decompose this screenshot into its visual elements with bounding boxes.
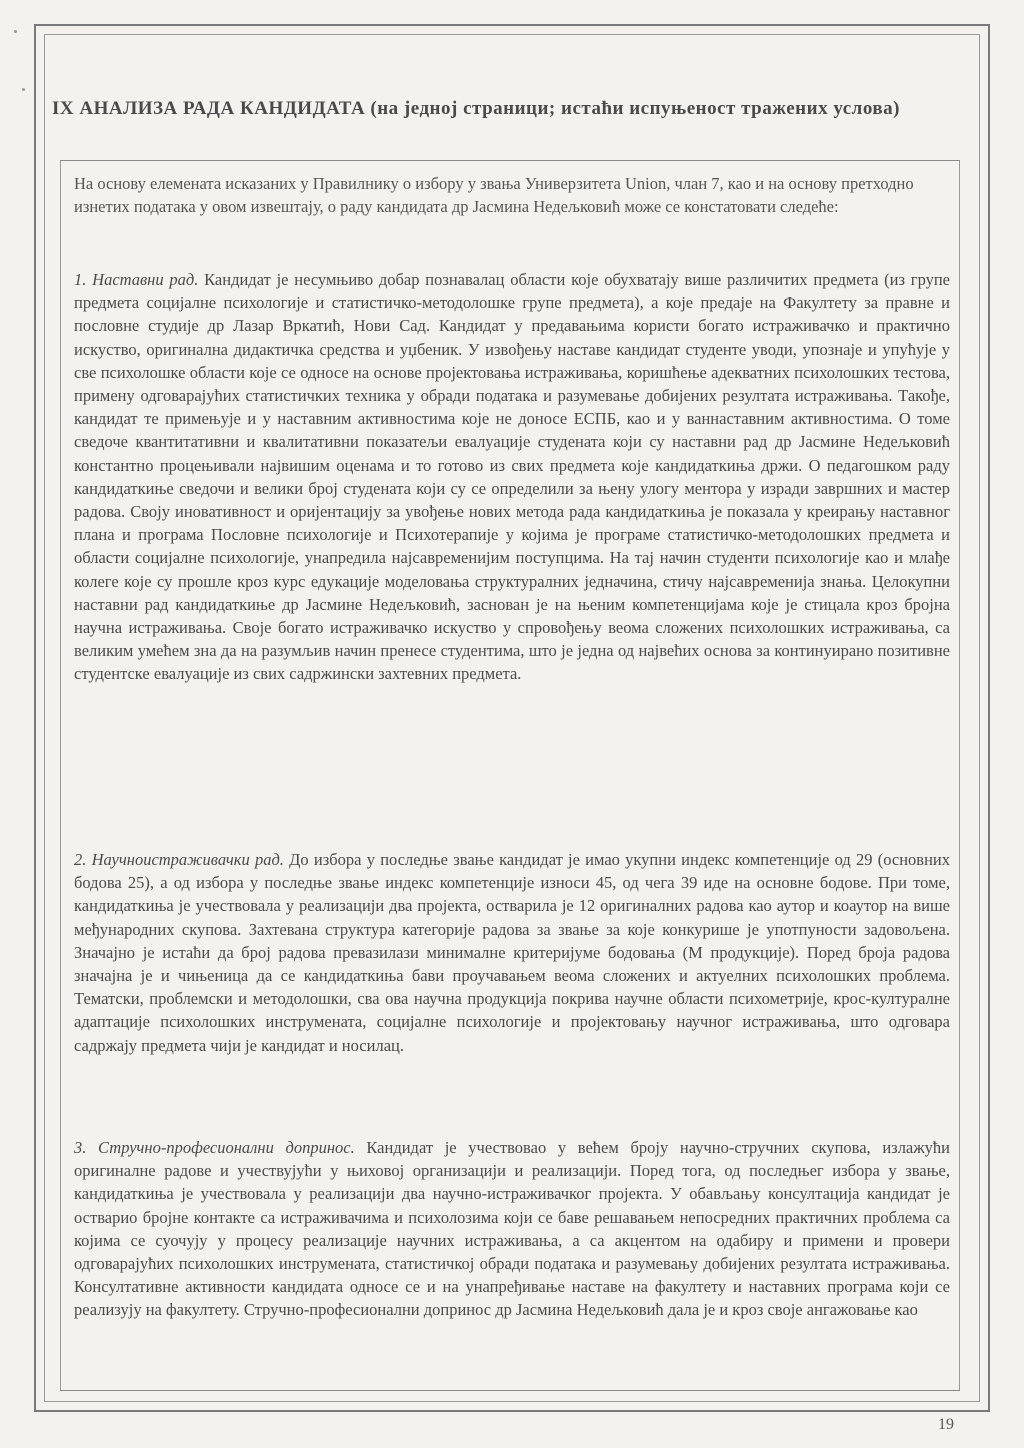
section-professional-body: Кандидат је учествовао у већем броју научно-стручних скупова, излажући оригиналне радове и учествујући у њиховој организацији и реализацији. Поред тога, од последњег избора у звање, кандидаткиња је учествовала у реализацији два научно-истраживачког пројекта. У обављању консултација кандидат је остварио бројне контакте са истраживачима и психолозима који се баве решавањем непосредних практичних проблема са којима се суочују у процесу реализације научних истраживања, а са акцентом на одабиру и примени и провери одговарајућих психолошких инструмената, статистичкој обради података и разумевању добијених резултата истраживања. Консултативне активности кандидата односе се и на унапређивање наставе на факултету и наставних програма који се реализују на факултету. Стручно-професионални допринос др Јасмина Недељковић дала је и кроз своје ангажовање као — [74, 1138, 950, 1320]
intro-paragraph: На основу елемената исказаних у Правилнику о избору у звања Универзитета Union, члан 7, као и на основу претходно изнетих података у овом извештају, о раду кандидата др Јасмина Недељковић може се констатовати следеће: — [74, 174, 914, 216]
section-heading: IX АНАЛИЗА РАДА КАНДИДАТА (на једној страници; истаћи испуњеност тражених услова) — [52, 98, 900, 119]
section-professional — [74, 1136, 950, 1322]
section-research-lead: 2. Научноистраживачки рад. — [74, 850, 284, 869]
section-teaching-lead: 1. Наставни рад. — [74, 270, 199, 289]
section-research-body: До избора у последње звање кандидат је имао укупни индекс компетенције од 29 (основних бодова 25), а од избора у последње звање индекс компетенције износи 45, од чега 39 иде на основне бодове. При томе, кандидаткиња је учествовала у реализацији два пројекта, остварила је 12 оригиналних радова као аутор и коаутор на више међународних скупова. Захтевана структура категорије радова за звање за које конкурише је употпуности задовољена. Значајно је истаћи да број радова превазилази минималне критеријуме бодовања (М продукције). Поред броја радова значајна је и чињеница да се кандидаткиња бави проучавањем веома сложених и актуелних психолошких проблема. Тематски, проблемски и методолошки, сва ова научна продукција покрива научне области психометрије, крос-културалне адаптације психолошких инструмената, социјалне психологије и пројектовању научног истраживања, што одговара садржају предмета чији је кандидат и носилац. — [74, 850, 950, 1055]
section-professional-lead: 3. Стручно-професионални допринос. — [74, 1138, 355, 1157]
page-number: 19 — [938, 1416, 954, 1433]
scan-speck — [22, 88, 25, 91]
content-top-rule — [60, 160, 960, 161]
content-bottom-rule — [60, 1390, 960, 1391]
section-teaching-body: Кандидат је несумњиво добар познавалац области које обухватају више различитих предмета (из групе предмета социјалне психологије и статистичко-методолошке групе предмета), а које предаје на Факултету за правне и пословне студије др Лазар Вркатић, Нови Сад. Кандидат у предавањима користи богато истраживачко и практично искуство, оригинална дидактичка средства и уџбеник. У извођењу наставе кандидат студенте уводи, упознаје и упућује у све психолошке области које се односе на основе пројектовања истраживања, коришћење адекватних психолошких тестова, примену одговарајућих статистичких техника у обради података и разумевање добијених резултата истраживања. Такође, кандидат те примењује и у наставним активностима које не доносе ЕСПБ, као и у ваннаставним активностима. О томе сведоче квантитативни и квалитативни показатељи евалуације студената који су наставни рад др Јасмине Недељковић константно процењивали највишим оценама и то готово из свих предмета које кандидаткиња држи. О педагошком раду кандидаткиње сведочи и велики број студената који су се определили за њену улогу ментора у изради завршних и мастер радова. Своју иновативност и оријентацију за увођење нових метода рада кандидаткиња је показала у креирању наставног плана и програма Пословне психологије и Психотерапије у којима је програме статистичко-методолошких предмета и области социјалне психологије, унапредила најсавременијим поступцима. На тај начин студенти психологије као и млађе колеге које су прошле кроз курс едукације моделовања структуралних једначина, стичу најсавременија знања. Целокупни наставни рад кандидаткиње др Јасмине Недељковић, заснован је на њеним компетенцијама које је стицала кроз бројна научна истраживања. Своје богато истраживачко искуство у спровођењу веома сложених психолошких истраживања, са великим умећем зна да на разумљив начин пренесе студентима, што је једна од највећих основа за континуирано позитивне студентске евалуације из свих садржински захтевних предмета. — [74, 270, 950, 684]
scan-speck — [14, 30, 17, 33]
section-research — [74, 848, 950, 1057]
section-teaching — [74, 268, 950, 686]
